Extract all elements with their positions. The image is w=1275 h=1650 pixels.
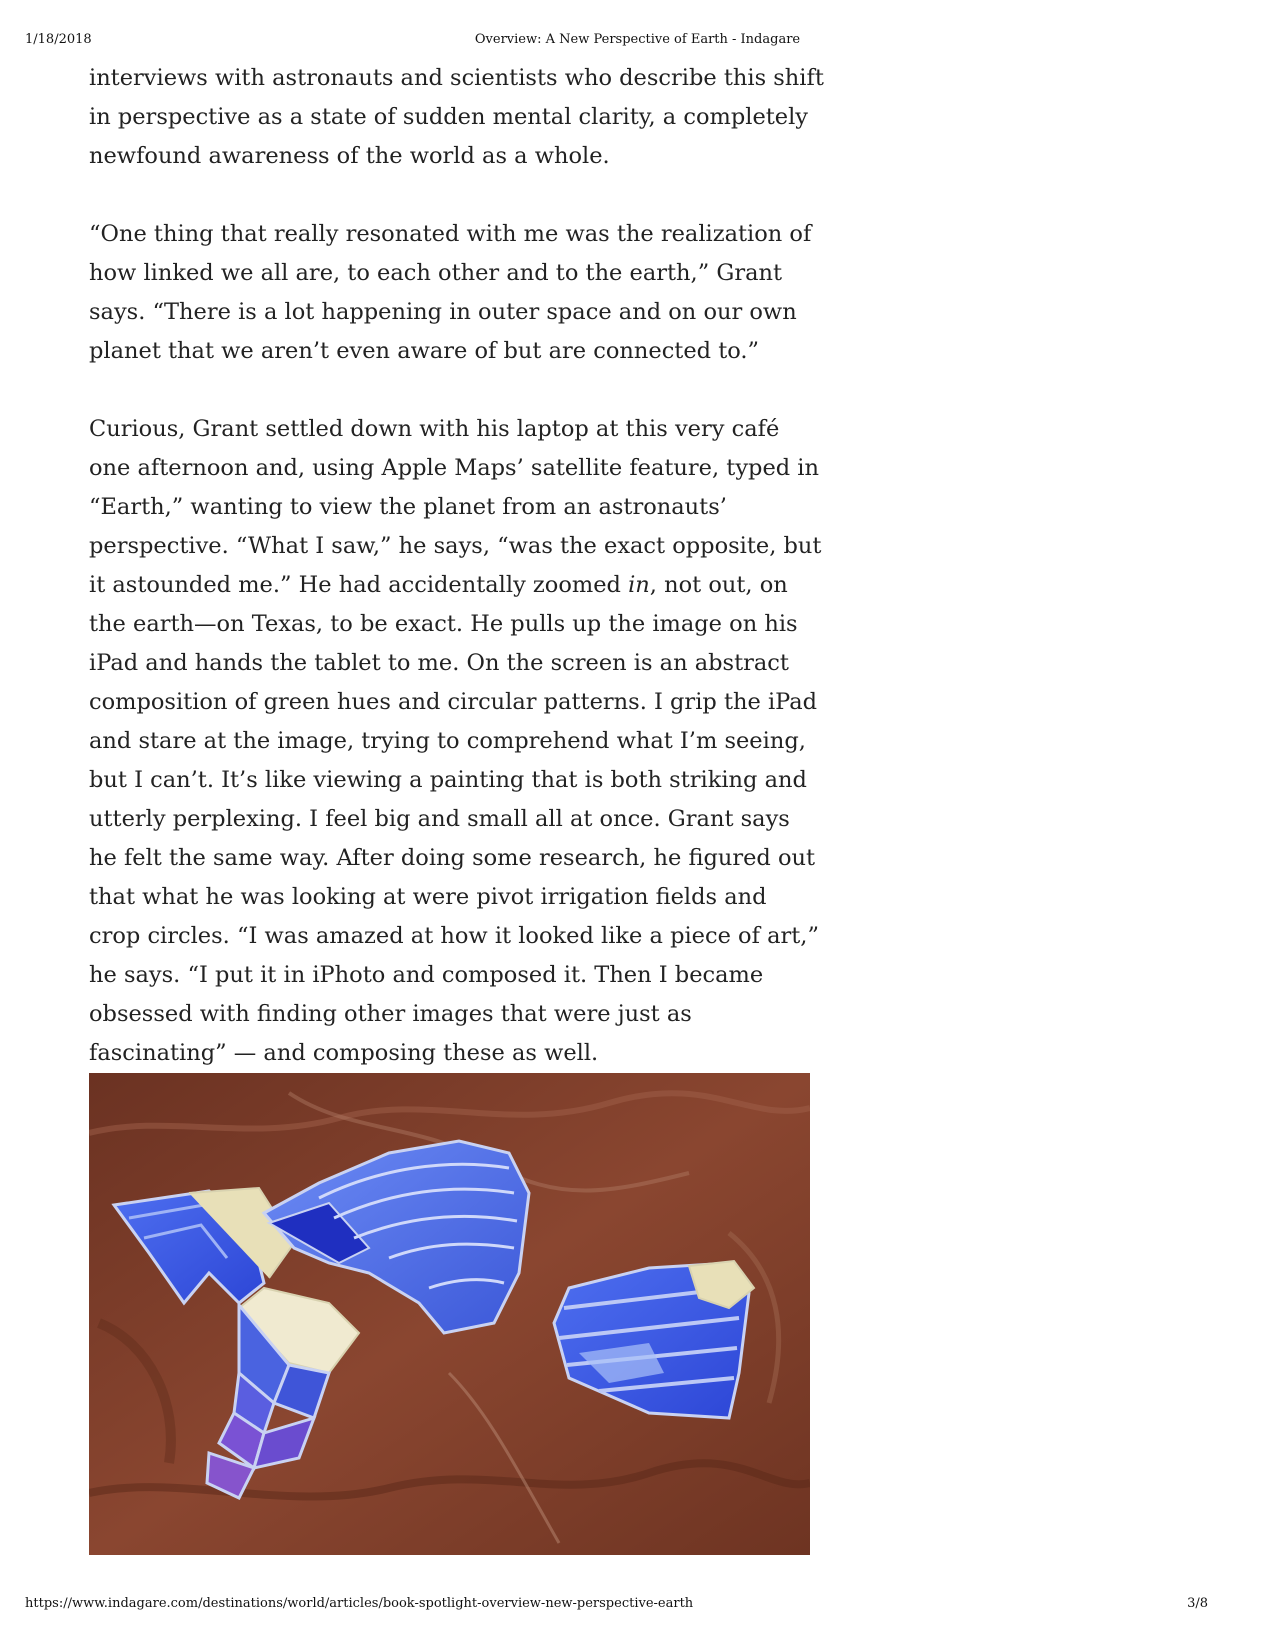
- print-page-title: Overview: A New Perspective of Earth - Indagare: [474, 32, 801, 47]
- print-date: 1/18/2018: [25, 32, 92, 47]
- print-page-number: 3/8: [1187, 1596, 1208, 1611]
- paragraph: [89, 410, 824, 1073]
- print-url: https://www.indagare.com/destinations/world/articles/book-spotlight-overview-new-perspective-earth: [25, 1596, 694, 1611]
- article-body: [89, 59, 824, 1112]
- paragraph: interviews with astronauts and scientists who describe this shift in perspective as a state of sudden mental clarity, a completely newfound awareness of the world as a whole.: [89, 65, 824, 169]
- emphasis-text: in: [628, 572, 650, 598]
- satellite-image: [89, 1073, 810, 1555]
- paragraph-text: , not out, on the earth—on Texas, to be exact. He pulls up the image on his iPad and hands the tablet to me. On the screen is an abstract composition of green hues and circular patterns. I grip the iPad and stare at the image, trying to comprehend what I’m seeing, but I can’t. It’s like viewing a painting that is both striking and utterly perplexing. I feel big and small all at once. Grant says he felt the same way. After doing some research, he figured out that what he was looking at were pivot irrigation fields and crop circles. “I was amazed at how it looked like a piece of art,” he says. “I put it in iPhoto and composed it. Then I became obsessed with finding other images that were just as fascinating” — and composing these as well.: [89, 572, 819, 1066]
- paragraph-text: Curious, Grant settled down with his laptop at this very café one afternoon and, using Apple Maps’ satellite feature, typed in “Earth,” wanting to view the planet from an astronauts’ perspective. “What I saw,” he says, “was the exact opposite, but it astounded me.” He had accidentally zoomed: [89, 416, 822, 598]
- paragraph: “One thing that really resonated with me was the realization of how linked we all are, to each other and to the earth,” Grant says. “There is a lot happening in outer space and on our own planet that we aren’t even aware of but are connected to.”: [89, 221, 812, 364]
- satellite-photo-potash-ponds: [89, 1073, 810, 1555]
